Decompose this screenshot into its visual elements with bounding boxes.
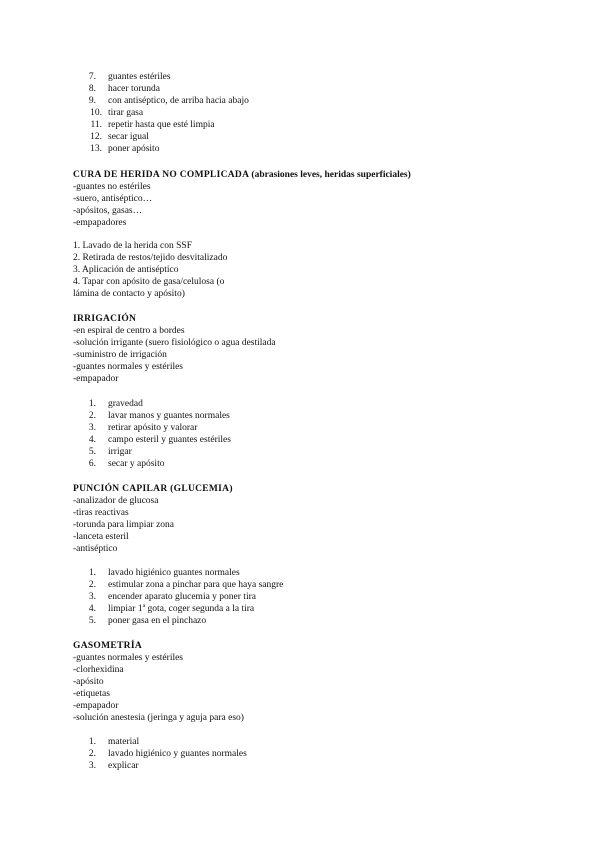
list-item: -analizador de glucosa [73,496,159,506]
steps-list-cura [73,240,227,300]
list-item: 1. Lavado de la herida con SSF [73,241,192,251]
list-item: -lanceta esteril [73,532,129,542]
section-subtitle-cura: (abrasiones leves, heridas superficiales) [251,170,411,180]
document-page: 7. guantes estériles 8. hacer torunda 9. con antiséptico, de arriba hacia abajo 10. tirar gasa 11. repetir hasta que esté limpia 12. secar igual 13. poner apósito CURA DE HERIDA NO COMPLICADA (abrasiones leves, heridas superficiales) -guantes no estériles -suero, antiséptico… -apósitos, gasas… -empapadores 1. Lavado de la herida con SSF 2. Retirada de restos/tejido desvitalizado 3. Aplicación de antiséptico 4. Tapar con apósito de gasa/celulosa (o lámina de contacto y apósito) IRRIGACIÓN -en espiral de centro a bordes -solución irrigante (suero fisiológico o agua destilada -suministro de irrigación -guantes normales y estériles -empapador 1. gravedad 2. lavar manos y guantes normales 3. retirar apósito y valorar 4. campo esteril y guantes estériles 5. irrigar 6. secar y apósito PUNCIÓN CAPILAR (GLUCEMIA) -analizador de glucosa -tiras reactivas -torunda para limpiar zona -lanceta esteril -antiséptico 1. lavado higiénico guantes normales 2. estimular zona a pinchar para que haya sangre 3. encender aparato glucemia y poner tira 4. limpiar 1ª gota, coger segunda a la tira 5. poner gasa en el pinchazo GASOMETRÍA -guantes normales y estériles -clorhexidina -apósito -etiquetas -empapador -solución anestesia (jeringa y aguja para eso) 1. material 2. lavado higiénico y guantes normales 3. explicar [73,72,411,771]
list-item: -guantes no estériles [73,182,151,192]
list-item: -empapador [73,701,119,711]
list-item: 2. Retirada de restos/tejido desvitalizado [73,253,228,263]
list-item: -torunda para limpiar zona [73,520,175,530]
section-heading-gasometria: GASOMETRÍA [73,641,142,651]
list-item: -solución anestesia (jeringa y aguja para eso) [73,713,244,723]
list-item: -suero, antiséptico… [73,194,153,204]
list-item: -antiséptico [73,544,118,554]
section-heading-irrigacion: IRRIGACIÓN [73,314,137,324]
list-item: -tiras reactivas [73,508,129,518]
list-item: -empapadores [73,218,127,228]
list-item: -suministro de irrigación [73,350,167,360]
list-item: -guantes normales y estériles [73,653,184,663]
list-item: 3. Aplicación de antiséptico [73,265,179,275]
list-item: -en espiral de centro a bordes [73,326,185,336]
list-item: -apósitos, gasas… [73,206,143,216]
list-item: -etiquetas [73,689,110,699]
materials-list-irrigacion [73,325,276,385]
list-item: -empapador [73,374,119,384]
list-item: lámina de contacto y apósito) [73,289,185,299]
section-heading-puncion: PUNCIÓN CAPILAR (GLUCEMIA) [73,484,233,494]
list-item: -solución irrigante (suero fisiológico o agua destilada [73,338,276,348]
list-item: -apósito [73,677,104,687]
materials-list-cura [73,181,152,229]
list-item: -clorhexidina [73,665,124,675]
section-heading-cura: CURA DE HERIDA NO COMPLICADA (abrasiones leves, heridas superficiales) [73,170,411,180]
materials-list-puncion [73,495,174,555]
list-item: 4. Tapar con apósito de gasa/celulosa (o [73,277,225,287]
materials-list-gasometria [73,652,244,724]
list-item: -guantes normales y estériles [73,362,184,372]
